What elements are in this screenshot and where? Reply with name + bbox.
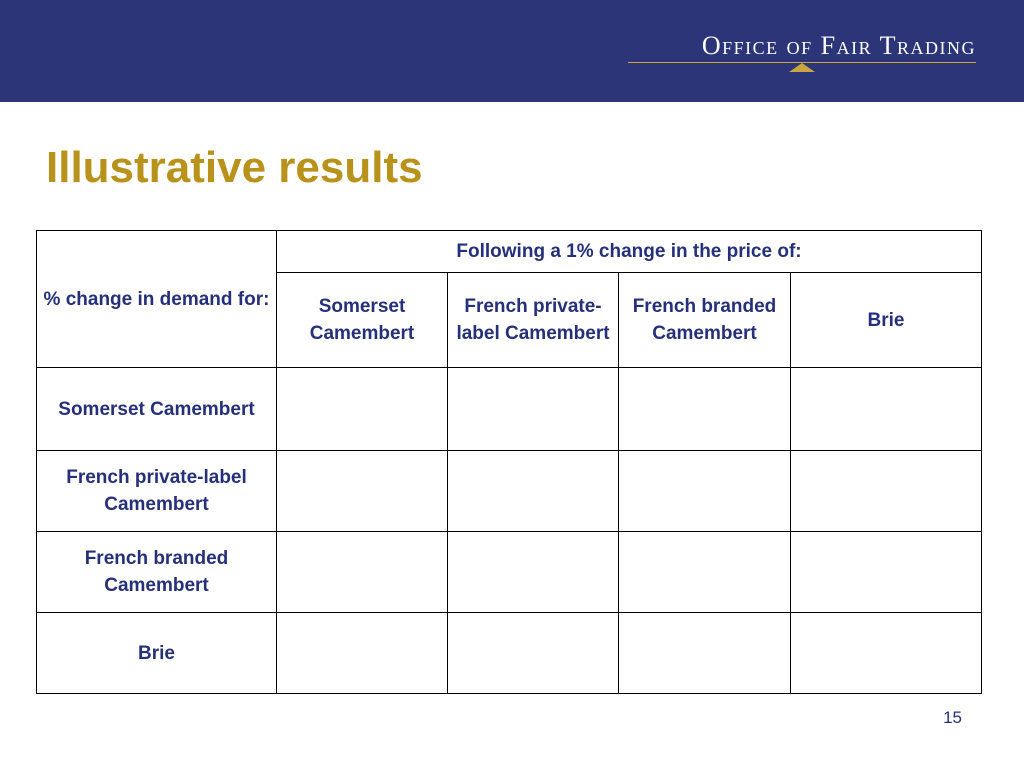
table-row bbox=[37, 532, 982, 613]
table-cell bbox=[791, 451, 982, 532]
row-header-brie: Brie bbox=[37, 613, 277, 694]
table-row bbox=[37, 368, 982, 451]
results-table bbox=[36, 230, 982, 694]
page-title: Illustrative results bbox=[46, 143, 423, 192]
row-header-french-branded-camembert: French branded Camembert bbox=[37, 532, 277, 613]
table-cell bbox=[277, 368, 448, 451]
table-cell bbox=[619, 532, 791, 613]
column-header-brie: Brie bbox=[791, 273, 982, 368]
row-header-french-private-label-camembert: French private-label Camembert bbox=[37, 451, 277, 532]
table-cell bbox=[448, 613, 619, 694]
table-cell bbox=[448, 368, 619, 451]
table-row bbox=[37, 613, 982, 694]
group-header-cell: Following a 1% change in the price of: bbox=[277, 231, 982, 273]
table-cell bbox=[619, 451, 791, 532]
table-row bbox=[37, 451, 982, 532]
table-cell bbox=[277, 613, 448, 694]
row-header-somerset-camembert: Somerset Camembert bbox=[37, 368, 277, 451]
column-header-somerset-camembert: Somerset Camembert bbox=[277, 273, 448, 368]
brand-triangle-icon bbox=[789, 63, 815, 72]
corner-header-cell: % change in demand for: bbox=[37, 231, 277, 368]
header-band bbox=[0, 0, 1024, 102]
brand-logo-text: Office of Fair Trading bbox=[701, 31, 976, 60]
table-cell bbox=[448, 451, 619, 532]
table-cell bbox=[791, 613, 982, 694]
slide-number: 15 bbox=[943, 708, 962, 727]
table-cell bbox=[277, 532, 448, 613]
table-cell bbox=[619, 368, 791, 451]
column-header-french-private-label-camembert: French private-label Camembert bbox=[448, 273, 619, 368]
table-header-row bbox=[37, 231, 982, 273]
table-cell bbox=[277, 451, 448, 532]
table-cell bbox=[791, 368, 982, 451]
table-cell bbox=[619, 613, 791, 694]
table-cell bbox=[791, 532, 982, 613]
column-header-french-branded-camembert: French branded Camembert bbox=[619, 273, 791, 368]
table-cell bbox=[448, 532, 619, 613]
